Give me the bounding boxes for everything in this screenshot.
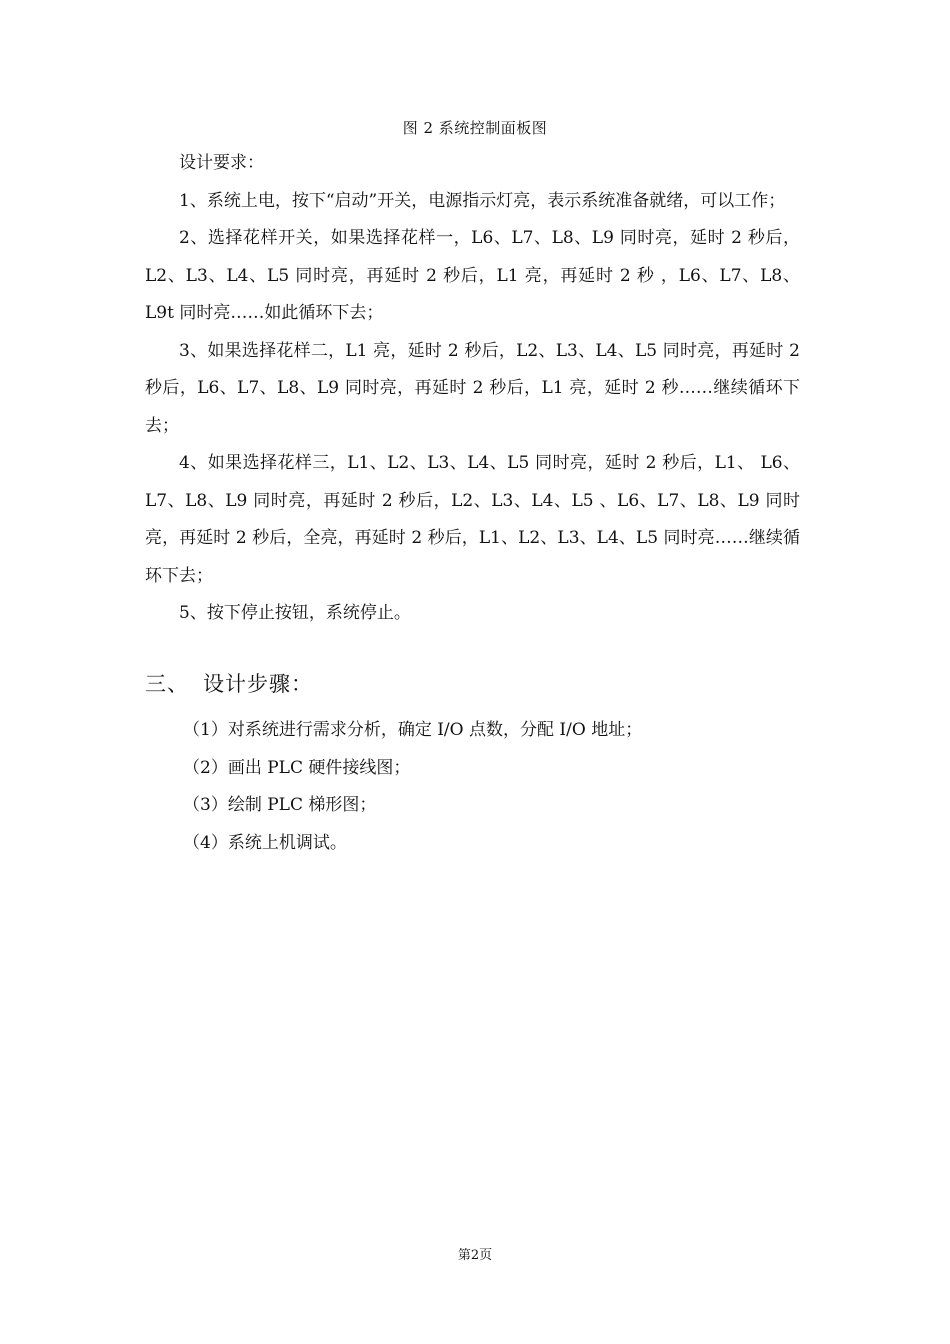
step-item-4: （4）系统上机调试。 bbox=[183, 832, 347, 853]
figure-caption: 图 2 系统控制面板图 bbox=[402, 119, 548, 137]
section-heading-design-steps bbox=[145, 667, 313, 701]
design-steps-list bbox=[183, 712, 803, 862]
requirement-item-5: 5、按下停止按钮，系统停止。 bbox=[179, 603, 411, 623]
requirement-item-4: 4、如果选择花样三，L1、L2、L3、L4、L5 同时亮，延时 2 秒后，L1、 L6、L7、L8、L9 同时亮，再延时 2 秒后，L2、L3、L4、L5 、L6、L7、L8、L9 同时亮，再延时 2 秒后，全亮，再延时 2 秒后，L1、L2、L3、L4、L5 同时亮……继续循环下去； bbox=[145, 453, 800, 586]
step-item-1: （1）对系统进行需求分析，确定 I/O 点数，分配 I/O 地址； bbox=[183, 720, 643, 740]
step-item-2: （2）画出 PLC 硬件接线图； bbox=[183, 757, 411, 778]
requirements-heading: 设计要求： bbox=[179, 153, 264, 173]
requirement-item-1: 1、系统上电，按下“启动”开关，电源指示灯亮，表示系统准备就绪，可以工作； bbox=[179, 190, 786, 211]
step-item-3: （3）绘制 PLC 梯形图； bbox=[183, 795, 377, 815]
requirements-section bbox=[145, 145, 800, 633]
section-number: 三、 bbox=[145, 672, 189, 696]
requirement-item-3: 3、如果选择花样二，L1 亮，延时 2 秒后，L2、L3、L4、L5 同时亮，再延时 2 秒后，L6、L7、L8、L9 同时亮，再延时 2 秒后，L1 亮，延时 2 秒……继续循环下去； bbox=[145, 340, 800, 436]
requirement-item-2: 2、选择花样开关，如果选择花样一，L6、L7、L8、L9 同时亮，延时 2 秒后，L2、L3、L4、L5 同时亮，再延时 2 秒后，L1 亮，再延时 2 秒 ，L6、L7、L8、L9t 同时亮……如此循环下去； bbox=[145, 228, 800, 323]
section-title: 设计步骤： bbox=[203, 672, 313, 696]
page-number: 第2页 bbox=[457, 1248, 493, 1263]
